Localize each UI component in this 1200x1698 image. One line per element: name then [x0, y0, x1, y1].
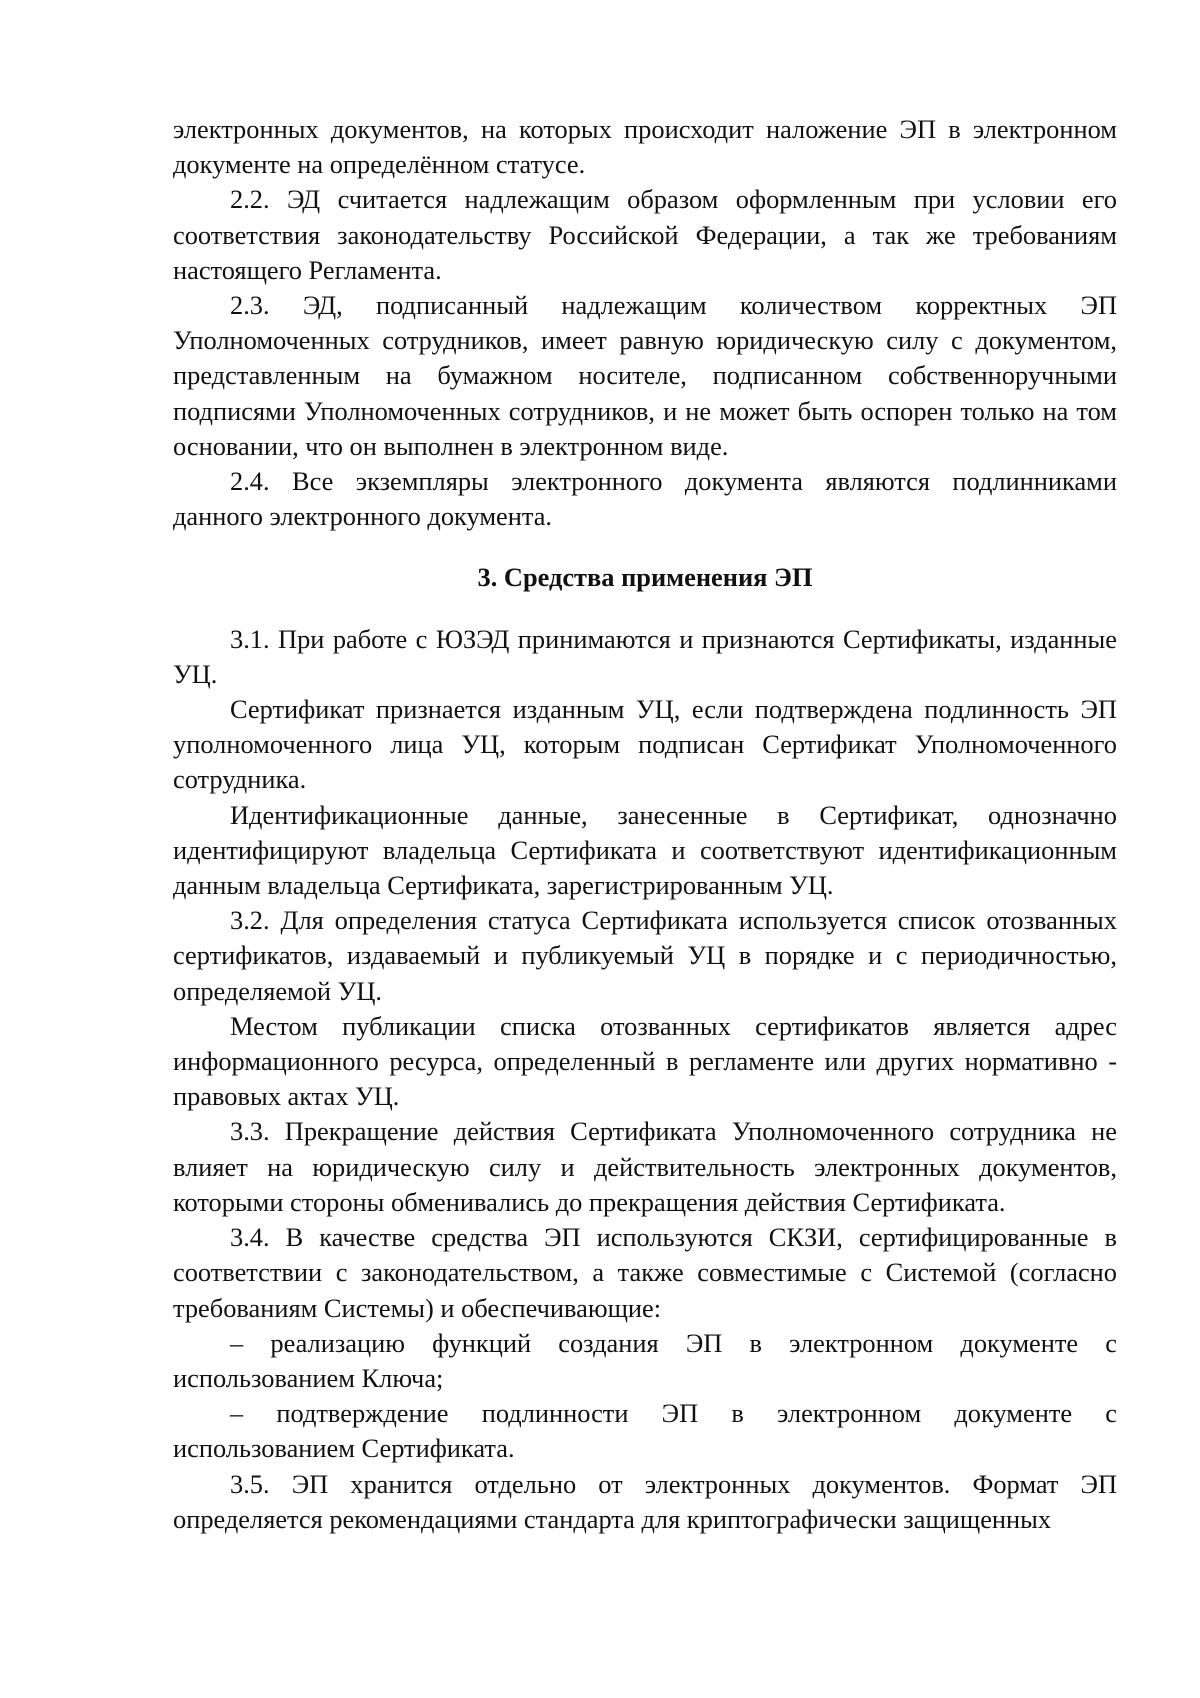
- section-3-heading: 3. Средства применения ЭП: [477, 562, 813, 593]
- paragraph-2-2: 2.2. ЭД считается надлежащим образом оформленным при условии его соответствия законодательству Российской Федерации, а так же требованиям настоящего Регламента.: [173, 184, 1117, 285]
- document-page: [173, 112, 1117, 1537]
- paragraph-certificate-issued: Сертификат признается изданным УЦ, если подтверждена подлинность ЭП уполномоченного лица УЦ, которым подписан Сертификат Уполномоченного сотрудника.: [173, 694, 1117, 795]
- paragraph-continuation: электронных документов, на которых происходит наложение ЭП в электронном документе на определённом статусе.: [173, 114, 1117, 180]
- paragraph-2-4: 2.4. Все экземпляры электронного документа являются подлинниками данного электронного документа.: [173, 466, 1117, 532]
- paragraph-identification-data: Идентификационные данные, занесенные в Сертификат, однозначно идентифицируют владельца Сертификата и соответствуют идентификационным данным владельца Сертификата, зарегистрированным УЦ.: [173, 799, 1117, 901]
- paragraph-3-4: 3.4. В качестве средства ЭП используются СКЗИ, сертифицированные в соответствии с законодательством, а также совместимые с Системой (согласно требованиям Системы) и обеспечивающие:: [173, 1222, 1117, 1323]
- paragraph-3-3: 3.3. Прекращение действия Сертификата Уполномоченного сотрудника не влияет на юридическую силу и действительность электронных документов, которыми стороны обменивались до прекращения действия Сертификата.: [173, 1116, 1117, 1217]
- paragraph-3-2: 3.2. Для определения статуса Сертификата используется список отозванных сертификатов, издаваемый и публикуемый УЦ в порядке и с периодичностью, определяемой УЦ.: [173, 905, 1117, 1006]
- paragraph-3-1: 3.1. При работе с ЮЗЭД принимаются и признаются Сертификаты, изданные УЦ.: [173, 623, 1117, 689]
- paragraph-3-5: 3.5. ЭП хранится отдельно от электронных документов. Формат ЭП определяется рекомендациями стандарта для криптографически защищенных: [173, 1468, 1117, 1534]
- list-item-signature-creation: – реализацию функций создания ЭП в электронном документе с использованием Ключа;: [173, 1327, 1117, 1393]
- paragraph-2-3: 2.3. ЭД, подписанный надлежащим количеством корректных ЭП Уполномоченных сотрудников, имеет равную юридическую силу с документом, представленным на бумажном носителе, подписанном собственноручными подписями Уполномоченных сотрудников, и не может быть оспорен только на том основании, что он выполнен в электронном виде.: [173, 290, 1117, 461]
- paragraph-publication-place: Местом публикации списка отозванных сертификатов является адрес информационного ресурса, определенный в регламенте или других нормативно - правовых актах УЦ.: [173, 1010, 1117, 1112]
- list-item-signature-verification: – подтверждение подлинности ЭП в электронном документе с использованием Сертификата.: [173, 1398, 1117, 1464]
